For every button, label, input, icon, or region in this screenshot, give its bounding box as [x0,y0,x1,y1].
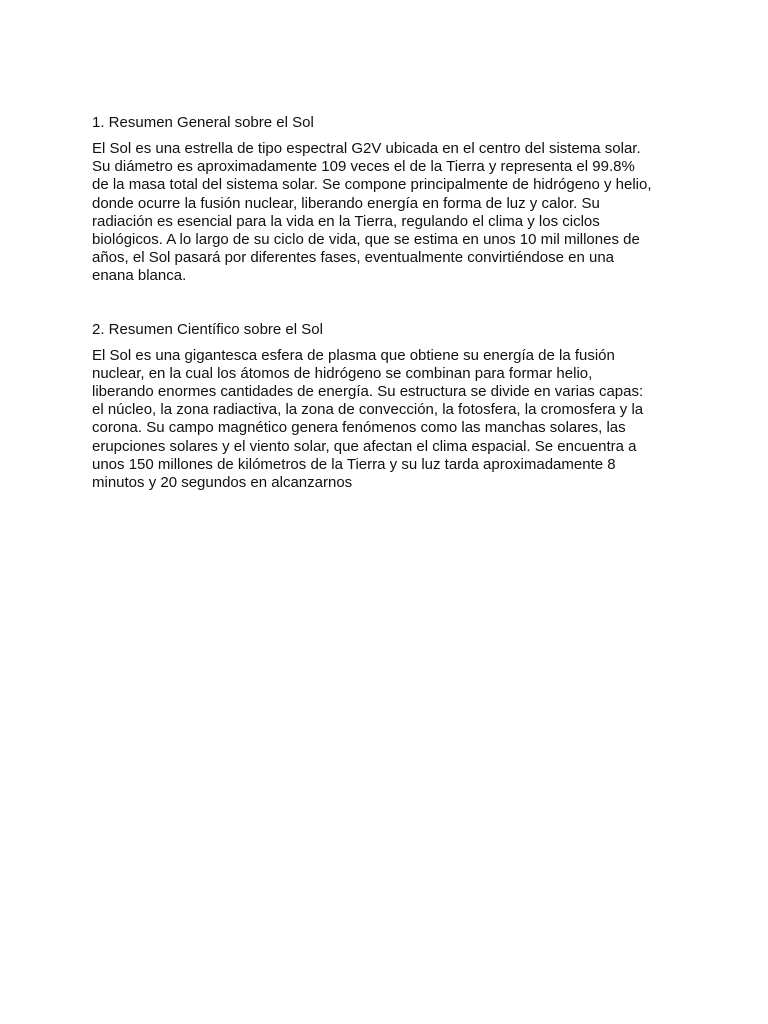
paragraph-line: enana blanca. [92,267,187,285]
paragraph-line: de la masa total del sistema solar. Se compone principalmente de hidrógeno y helio, [92,176,652,194]
paragraph-line: El Sol es una gigantesca esfera de plasma que obtiene su energía de la fusión [92,346,615,364]
paragraph-line: unos 150 millones de kilómetros de la Tierra y su luz tarda aproximadamente 8 [92,455,616,473]
paragraph-line: Su diámetro es aproximadamente 109 veces el de la Tierra y representa el 99.8% [92,158,635,176]
paragraph-line: corona. Su campo magnético genera fenómenos como las manchas solares, las [92,419,626,437]
paragraph-line: El Sol es una estrella de tipo espectral G2V ubicada en el centro del sistema solar. [92,140,641,157]
section-heading-general: 1. Resumen General sobre el Sol [92,114,314,131]
paragraph-line: erupciones solares y el viento solar, que afectan el clima espacial. Se encuentra a [92,437,637,455]
paragraph-line: radiación es esencial para la vida en la Tierra, regulando el clima y los ciclos [92,212,600,230]
section-paragraph-general [92,140,682,286]
paragraph-line: años, el Sol pasará por diferentes fases, eventualmente convirtiéndose en una [92,249,614,267]
section-heading-scientific: 2. Resumen Científico sobre el Sol [92,320,323,338]
section-spacer [92,286,682,320]
paragraph-line: el núcleo, la zona radiactiva, la zona de convección, la fotosfera, la cromosfera y la [92,401,644,419]
paragraph-line: minutos y 20 segundos en alcanzarnos [92,474,353,492]
paragraph-line: nuclear, en la cual los átomos de hidrógeno se combinan para formar helio, [92,364,593,382]
paragraph-line: liberando enormes cantidades de energía. Su estructura se divide en varias capas: [92,383,644,401]
paragraph-line: biológicos. A lo largo de su ciclo de vida, que se estima en unos 10 mil millones de [92,231,640,249]
paragraph-line: donde ocurre la fusión nuclear, liberando energía en forma de luz y calor. Su [92,194,600,212]
document-body [92,113,682,492]
section-paragraph-scientific [92,347,682,493]
